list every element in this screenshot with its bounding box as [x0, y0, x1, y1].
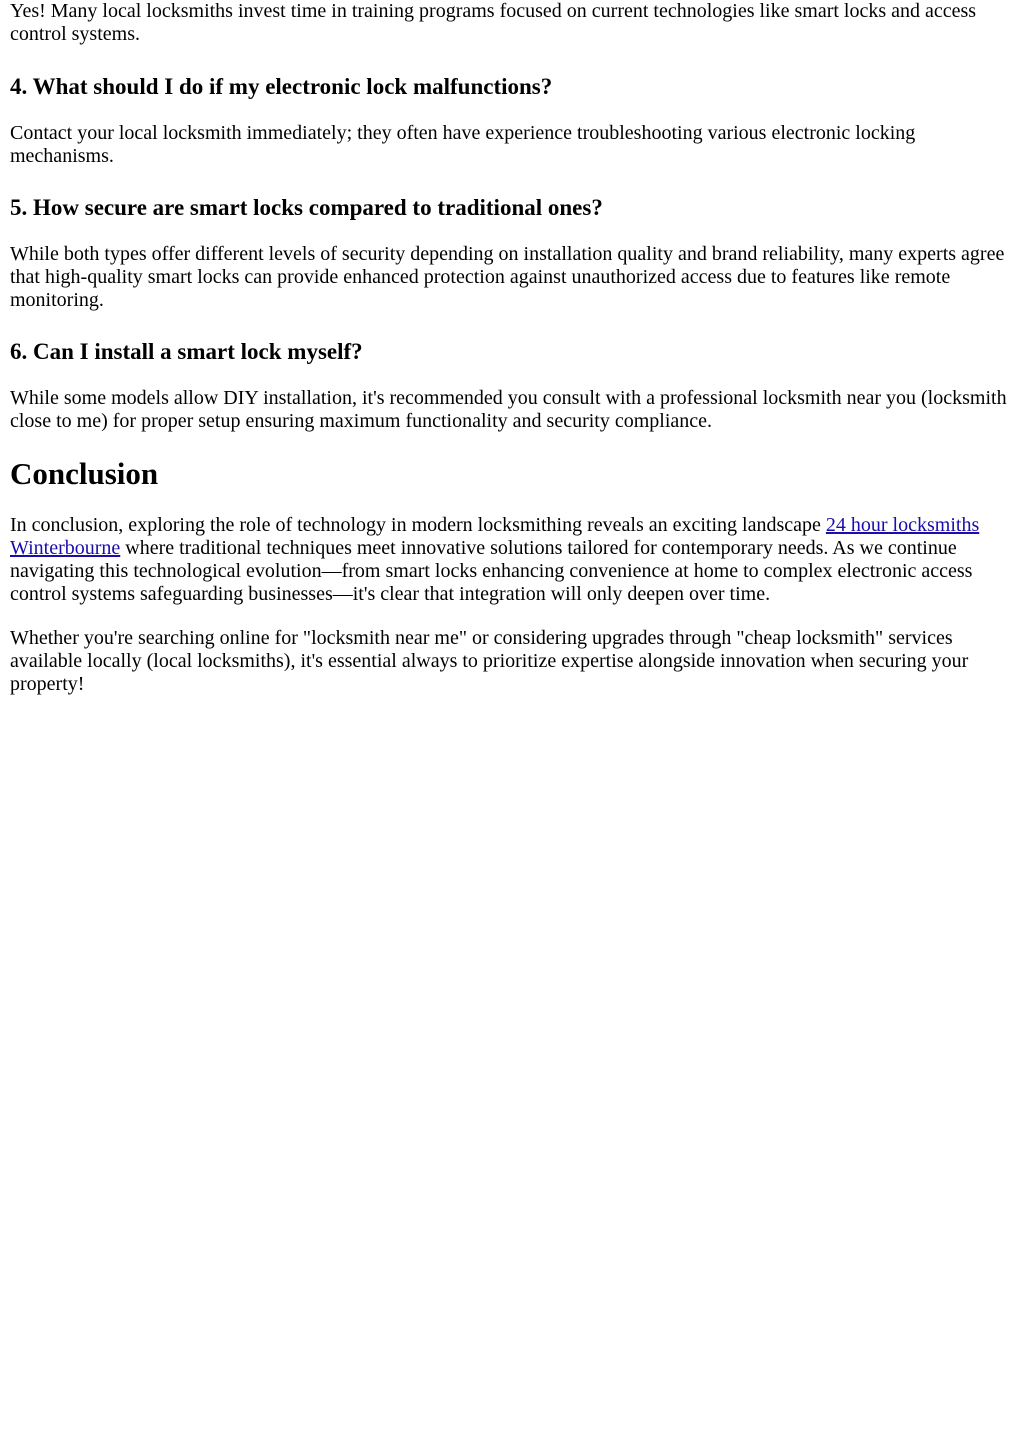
conclusion-heading: Conclusion	[10, 456, 159, 491]
faq-question-5: 5. How secure are smart locks compared to traditional ones?	[10, 195, 603, 220]
article-content	[0, 0, 1024, 696]
faq-answer-4: Contact your local locksmith immediately; they often have experience troubleshooting various electronic locking mechanisms.	[10, 122, 916, 167]
conclusion-paragraph-1	[10, 514, 1014, 606]
faq-answer-6: While some models allow DIY installation, it's recommended you consult with a professional locksmith near you (locksmith close to me) for proper setup ensuring maximum functionality and security compliance.	[10, 387, 1007, 432]
conclusion-paragraph-2: Whether you're searching online for "locksmith near me" or considering upgrades through "cheap locksmith" services available locally (local locksmiths), it's essential always to prioritize expertise alongside innovation when securing your property!	[10, 627, 969, 695]
faq-answer-5: While both types offer different levels of security depending on installation quality and brand reliability, many experts agree that high-quality smart locks can provide enhanced protection against unauthorized access due to features like remote monitoring.	[10, 243, 1005, 311]
faq-question-4: 4. What should I do if my electronic lock malfunctions?	[10, 74, 553, 99]
locksmiths-winterbourne-link[interactable]: 24 hour locksmiths Winterbourne	[10, 514, 980, 559]
faq-answer-3: Yes! Many local locksmiths invest time in training programs focused on current technologies like smart locks and access control systems.	[10, 0, 977, 45]
conclusion-text-after-link: where traditional techniques meet innovative solutions tailored for contemporary needs. As we continue navigating this technological evolution—from smart locks enhancing convenience at home to complex electronic access control systems safeguarding businesses—it's clear that integration will only deepen over time.	[10, 537, 973, 605]
conclusion-text-before-link: In conclusion, exploring the role of technology in modern locksmithing reveals an exciting landscape	[10, 514, 826, 536]
faq-question-6: 6. Can I install a smart lock myself?	[10, 339, 363, 364]
